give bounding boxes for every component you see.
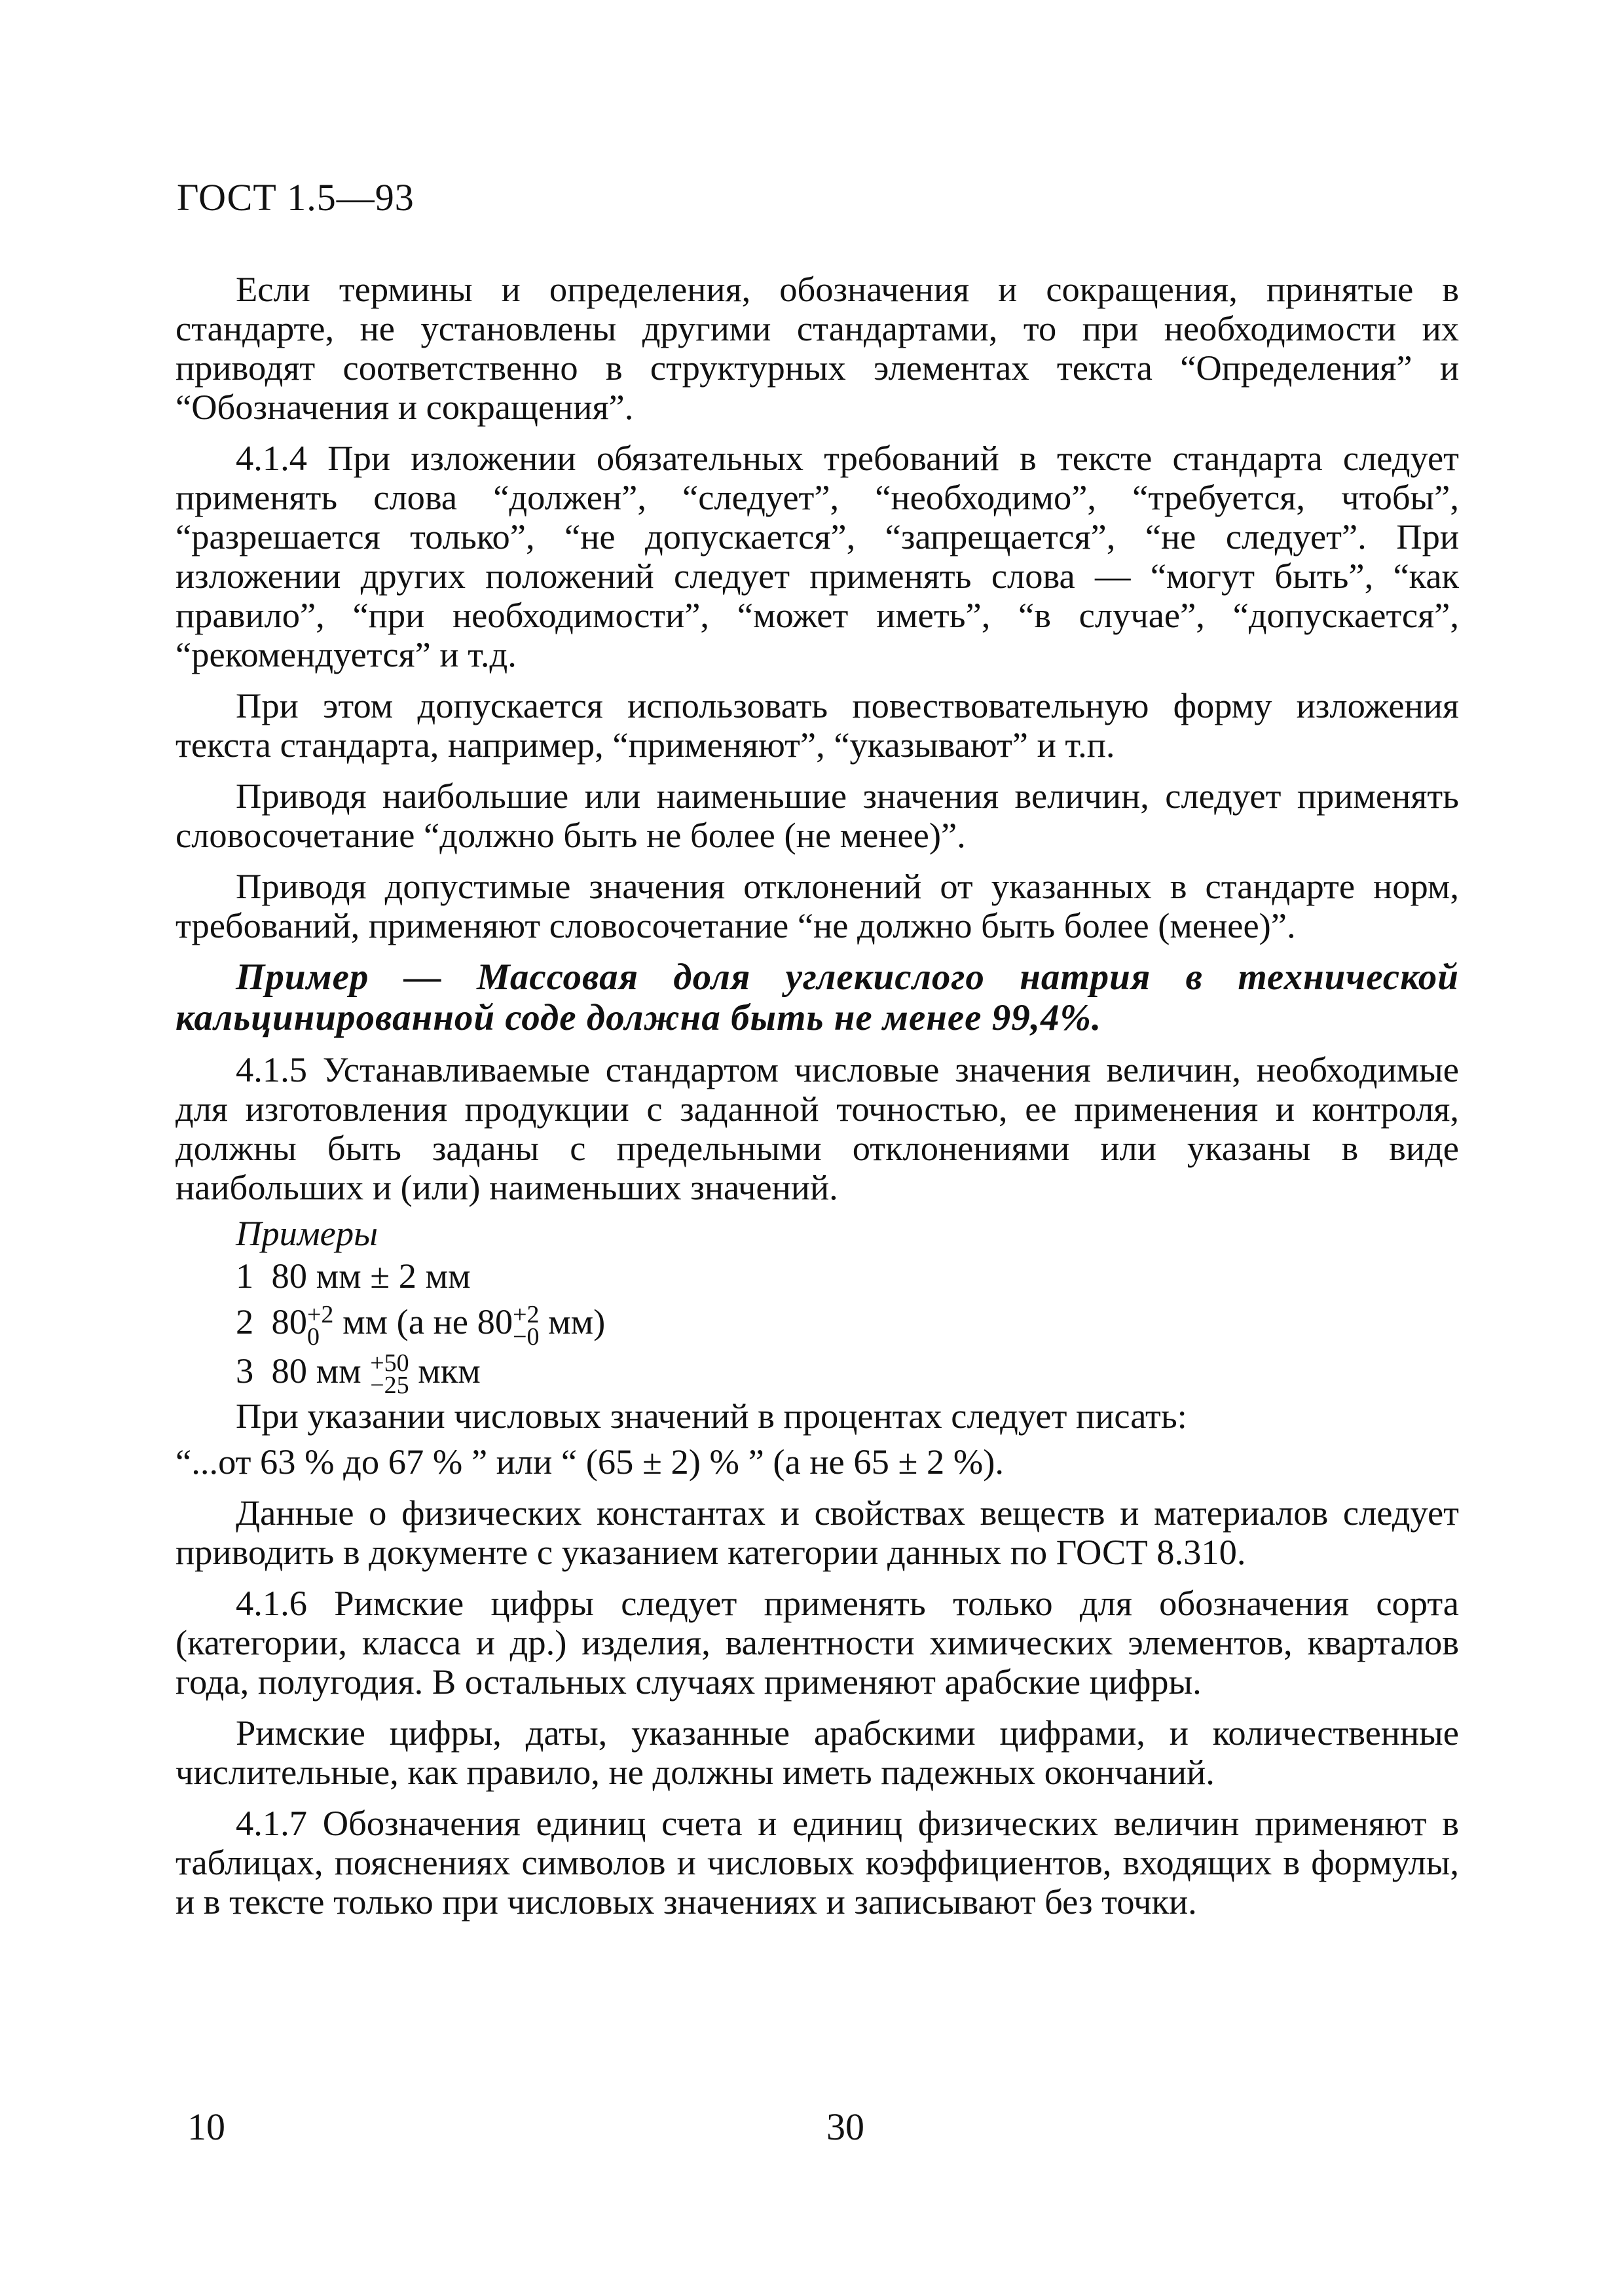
document-body (175, 270, 1459, 1933)
paragraph-roman-numerals: Римские цифры, даты, указанные арабскими цифрами, и количественные числительные, как правило, не должны иметь падежных окончаний. (175, 1713, 1459, 1792)
example-3: 3 80 мм +50 −25 мкм (236, 1349, 481, 1399)
example-2: 2 80 +2 0 мм (а не 80 +2 −0 мм) (236, 1300, 606, 1351)
example-1: 1 80 мм ± 2 мм (236, 1256, 471, 1296)
document-header: ГОСТ 1.5—93 (177, 176, 415, 219)
paragraph-percent-rule: При указании числовых значений в процентах следует писать: (236, 1396, 1187, 1436)
paragraph-4-1-5: 4.1.5 Устанавливаемые стандартом числовые значения величин, необходимые для изготовления продукции с заданной точностью, ее применения и контроля, должны быть заданы с предельными отклонениями или указаны в виде наибольших и (или) наименьших значений. (175, 1049, 1459, 1207)
paragraph-terms: Если термины и определения, обозначения и сокращения, принятые в стандарте, не установлены другими стандартами, то при необходимости их приводят соответственно в структурных элементах текста “Определения” и “Обозначения и сокращения”. (175, 269, 1459, 427)
examples-heading: Примеры (236, 1213, 378, 1253)
paragraph-deviations: Приводя допустимые значения отклонений от указанных в стандарте норм, требований, применяют словосочетание “не должно быть более (менее)”. (175, 866, 1459, 945)
paragraph-4-1-4: 4.1.4 При изложении обязательных требований в тексте стандарта следует применять слова “должен”, “следует”, “необходимо”, “требуется, чтобы”, “разрешается только”, “не допускается”, “запрещается”, “не следует”. При изложении других положений следует применять слова — “могут быть”, “как правило”, “при необходимости”, “может иметь”, “в случае”, “допускается”, “рекомендуется” и т.д. (175, 438, 1459, 674)
paragraph-narrative-form: При этом допускается использовать повествовательную форму изложения текста стандарта, например, “применяют”, “указывают” и т.п. (175, 685, 1459, 765)
page-number-center: 30 (826, 2105, 864, 2148)
paragraph-4-1-6: 4.1.6 Римские цифры следует применять только для обозначения сорта (категории, класса и др.) изделия, валентности химических элементов, кварталов года, полугодия. В остальных случаях применяют арабские цифры. (175, 1583, 1459, 1702)
example-sodium-carbonate: Пример — Массовая доля углекислого натрия в технической кальцинированной соде должна быть не менее 99,4%. (175, 957, 1459, 1038)
paragraph-4-1-7: 4.1.7 Обозначения единиц счета и единиц физических величин применяют в таблицах, пояснениях символов и числовых коэффициентов, входящих в формулы, и в тексте только при числовых значениях и записывают без точки. (175, 1803, 1459, 1922)
paragraph-max-min: Приводя наибольшие или наименьшие значения величин, следует применять словосочетание “должно быть не более (не менее)”. (175, 776, 1459, 855)
paragraph-percent-example: “...от 63 % до 67 % ” или “ (65 ± 2) % ” (а не 65 ± 2 %). (175, 1442, 1005, 1482)
page-number-left: 10 (187, 2105, 225, 2148)
paragraph-physical-constants: Данные о физических константах и свойствах веществ и материалов следует приводить в документе с указанием категории данных по ГОСТ 8.310. (175, 1493, 1459, 1572)
